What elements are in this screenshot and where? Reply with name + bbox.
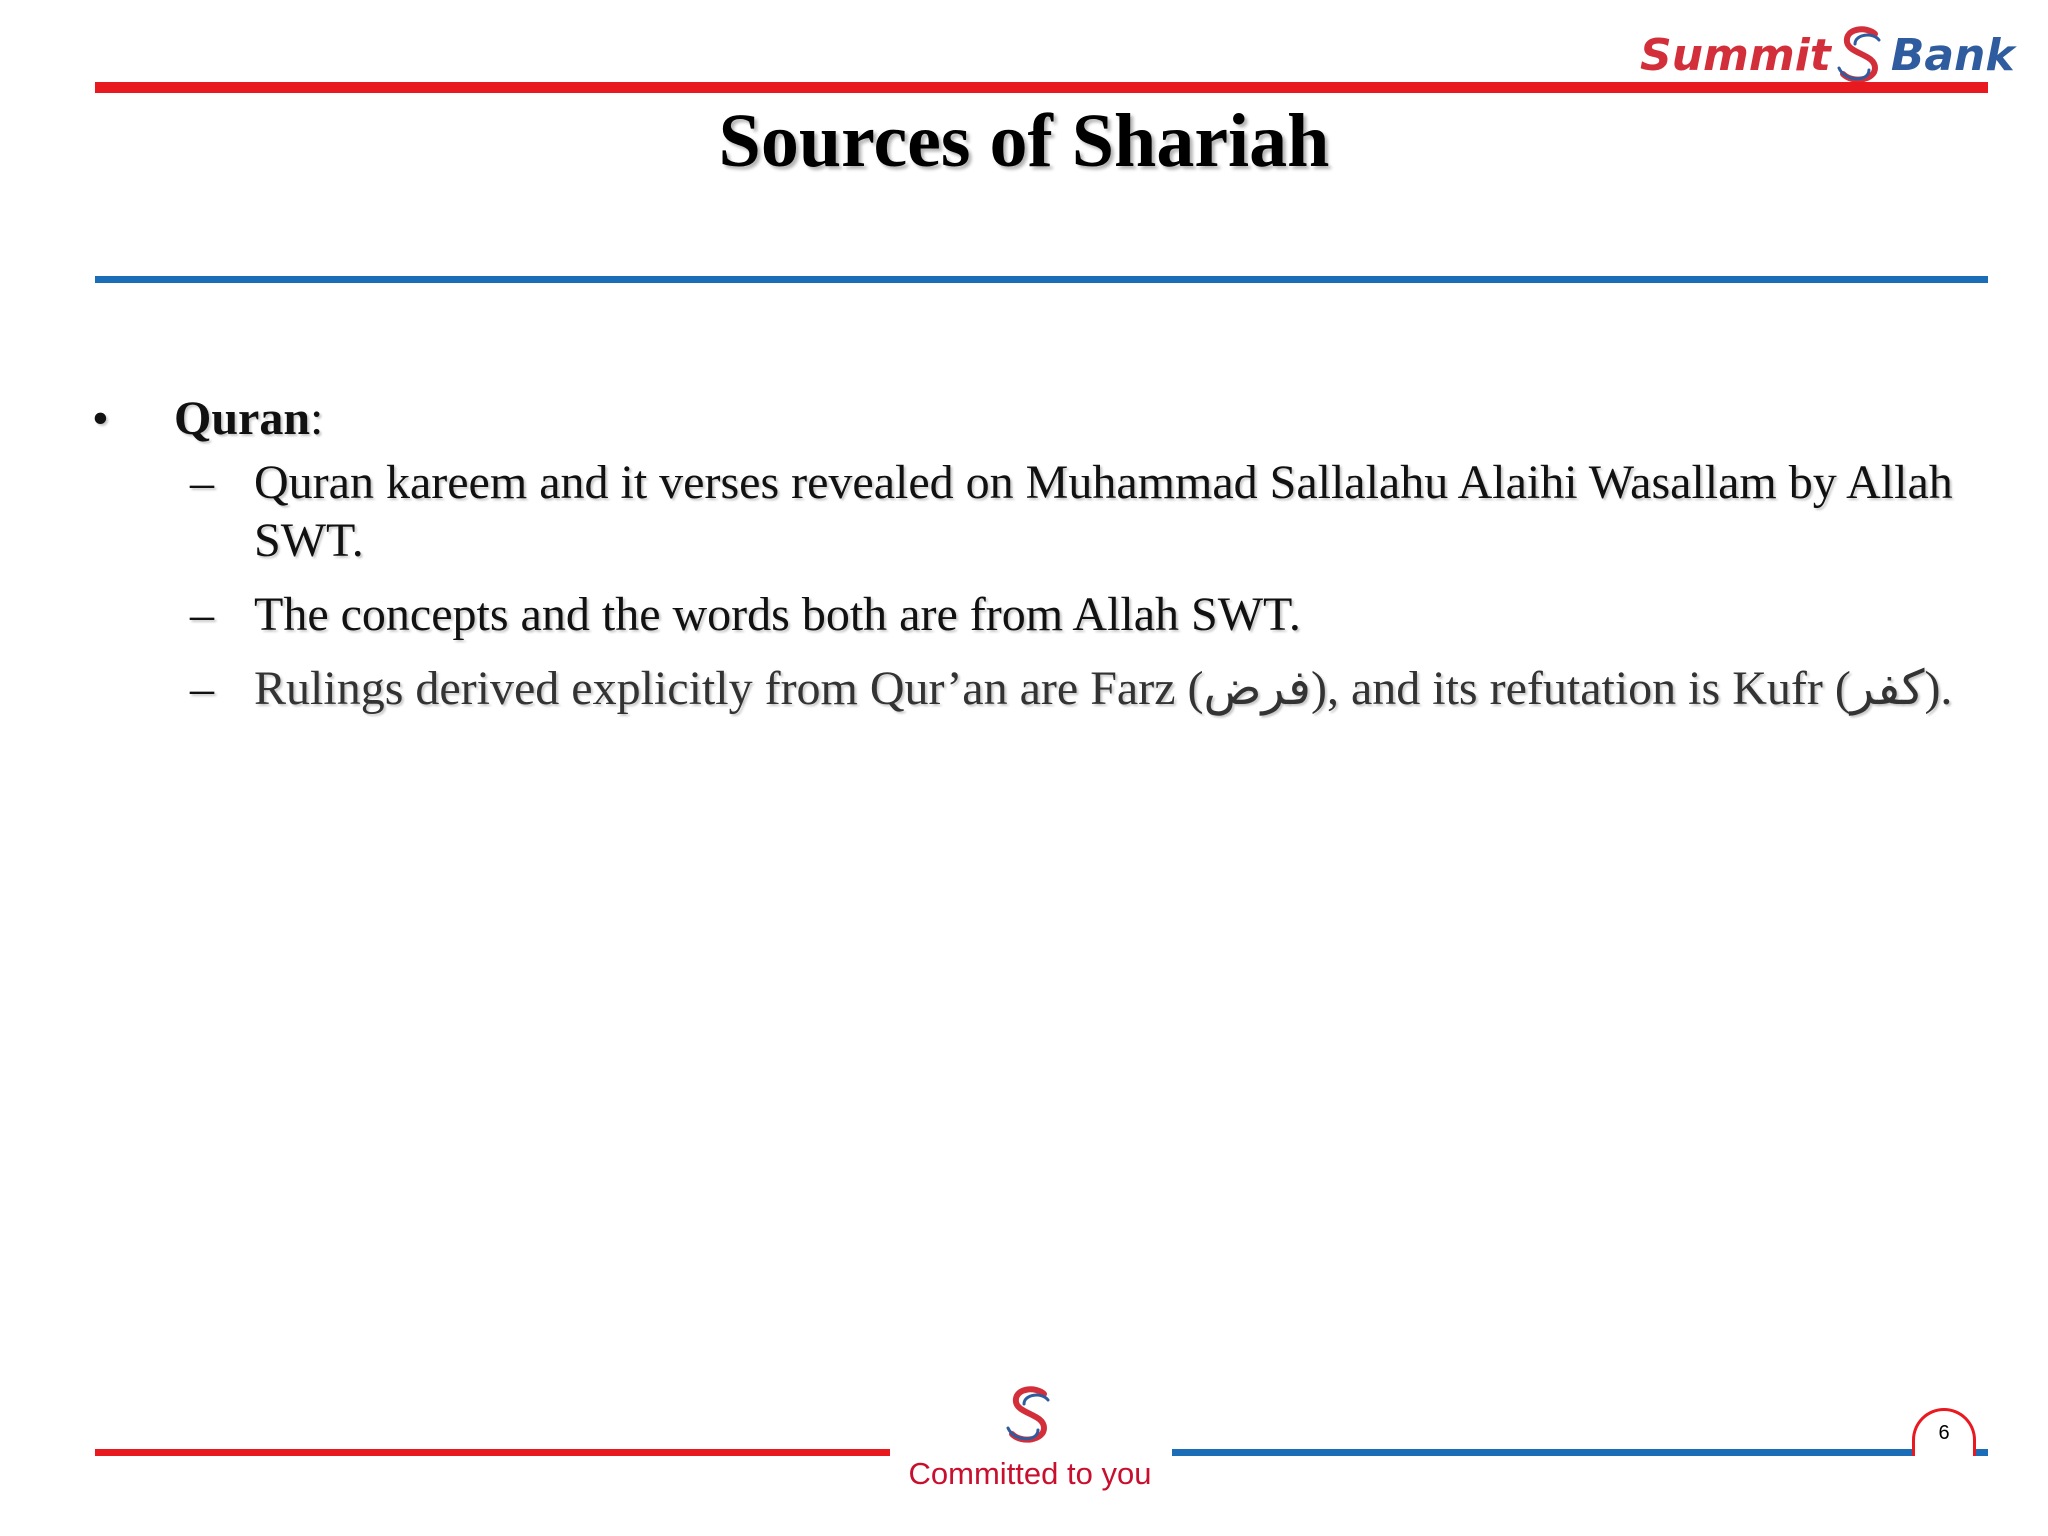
list-item [88,454,1988,570]
list-item-text: Quran kareem and it verses revealed on Muhammad Sallalahu Alaihi Wasallam by Allah SWT. [254,456,1953,567]
list-item [88,660,1988,718]
brand-name-left: Summit [1640,29,1831,81]
footer-red-rule [95,1449,890,1456]
header-red-rule [95,82,1988,93]
summit-s-icon [1004,1384,1056,1446]
sub-bullet-list [88,454,1988,718]
list-item-text: Rulings derived explicitly from Qur’an are Farz (فرض), and its refutation is Kufr (کفر). [254,662,1953,715]
bullet-heading [174,390,323,448]
brand-name-right: Bank [1890,29,2015,81]
dash-icon: – [190,662,214,715]
bullet-head-suffix: : [310,392,324,445]
summit-s-icon [1835,24,1887,86]
footer-tagline: Committed to you [908,1456,1152,1491]
bullet-dot-icon: • [92,392,109,445]
dash-icon: – [190,588,214,641]
list-item [88,586,1988,644]
footer-blue-rule [1172,1449,1988,1456]
list-item-text: The concepts and the words both are from Allah SWT. [254,588,1301,641]
bullet-quran [88,390,1988,448]
slide-content [88,390,1988,734]
slide-title: Sources of Shariah [718,99,1330,183]
bullet-head-text: Quran [174,392,311,445]
brand-logo [1640,20,2015,90]
header-blue-rule [95,276,1988,283]
dash-icon: – [190,456,214,509]
page-number: 6 [1912,1408,1976,1456]
